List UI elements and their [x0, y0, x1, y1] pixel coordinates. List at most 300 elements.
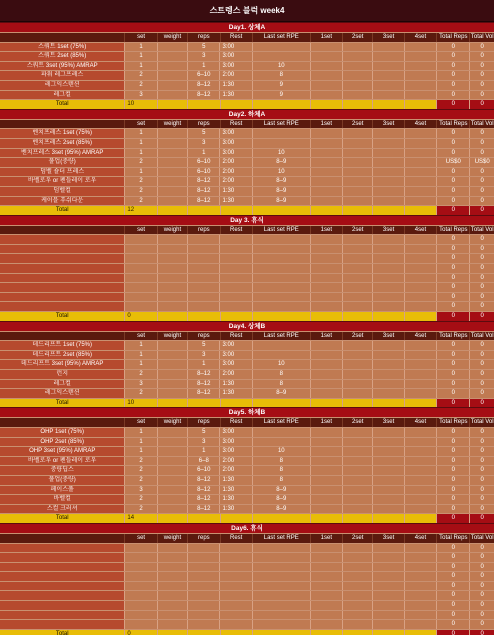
- table-cell[interactable]: [342, 91, 372, 100]
- table-cell[interactable]: [252, 601, 310, 610]
- table-cell[interactable]: 6–10: [187, 168, 219, 177]
- table-cell[interactable]: [404, 149, 436, 158]
- table-cell[interactable]: [372, 380, 403, 389]
- table-cell[interactable]: [342, 283, 372, 292]
- table-cell[interactable]: [157, 81, 187, 90]
- table-cell[interactable]: [342, 601, 372, 610]
- table-cell[interactable]: [372, 399, 403, 408]
- exercise-name-cell[interactable]: [0, 245, 124, 254]
- table-cell[interactable]: [252, 553, 310, 562]
- column-header[interactable]: 4set: [404, 120, 436, 129]
- table-cell[interactable]: 6–8: [187, 457, 219, 466]
- table-cell[interactable]: [124, 254, 156, 263]
- table-cell[interactable]: [372, 438, 403, 447]
- table-cell[interactable]: US$0: [436, 158, 469, 167]
- table-cell[interactable]: 0: [469, 495, 494, 504]
- exercise-name-cell[interactable]: 바벨로우 or 펜들레이 로우: [0, 457, 124, 466]
- table-cell[interactable]: 0: [436, 177, 469, 186]
- table-cell[interactable]: 0: [436, 601, 469, 610]
- exercise-name-cell[interactable]: 바벨로우 or 펜들레이 로우: [0, 177, 124, 186]
- table-cell[interactable]: [219, 274, 251, 283]
- table-cell[interactable]: [310, 149, 342, 158]
- table-cell[interactable]: 0: [436, 139, 469, 148]
- table-cell[interactable]: [310, 254, 342, 263]
- table-cell[interactable]: 0: [436, 360, 469, 369]
- column-header[interactable]: reps: [187, 418, 219, 427]
- table-cell[interactable]: 2: [124, 505, 156, 514]
- table-cell[interactable]: [342, 591, 372, 600]
- table-cell[interactable]: [310, 197, 342, 206]
- table-cell[interactable]: [372, 620, 403, 629]
- column-header[interactable]: 1set: [310, 418, 342, 427]
- table-cell[interactable]: [157, 582, 187, 591]
- table-cell[interactable]: 0: [436, 563, 469, 572]
- column-header[interactable]: [0, 33, 124, 42]
- table-cell[interactable]: [404, 389, 436, 398]
- table-cell[interactable]: [310, 389, 342, 398]
- table-cell[interactable]: [252, 572, 310, 581]
- table-cell[interactable]: 0: [436, 611, 469, 620]
- table-cell[interactable]: [372, 206, 403, 215]
- table-cell[interactable]: [219, 302, 251, 311]
- table-cell[interactable]: [310, 476, 342, 485]
- table-cell[interactable]: [310, 544, 342, 553]
- table-cell[interactable]: 1:30: [219, 197, 251, 206]
- table-cell[interactable]: [372, 563, 403, 572]
- table-cell[interactable]: [342, 274, 372, 283]
- table-cell[interactable]: [157, 274, 187, 283]
- table-cell[interactable]: [187, 563, 219, 572]
- table-cell[interactable]: [187, 514, 219, 523]
- table-cell[interactable]: 1: [124, 52, 156, 61]
- table-cell[interactable]: [187, 572, 219, 581]
- table-cell[interactable]: [310, 370, 342, 379]
- table-cell[interactable]: 5: [187, 43, 219, 52]
- table-cell[interactable]: 0: [436, 274, 469, 283]
- table-cell[interactable]: [404, 601, 436, 610]
- table-cell[interactable]: [404, 630, 436, 635]
- table-cell[interactable]: 0: [436, 71, 469, 80]
- table-cell[interactable]: 0: [469, 43, 494, 52]
- column-header[interactable]: 3set: [372, 534, 403, 543]
- table-cell[interactable]: [157, 505, 187, 514]
- column-header[interactable]: Total Reps: [436, 534, 469, 543]
- table-cell[interactable]: [157, 544, 187, 553]
- table-cell[interactable]: [157, 245, 187, 254]
- exercise-name-cell[interactable]: 풀업(중량): [0, 476, 124, 485]
- table-cell[interactable]: [124, 572, 156, 581]
- table-cell[interactable]: [342, 457, 372, 466]
- table-cell[interactable]: [219, 611, 251, 620]
- table-cell[interactable]: 0: [436, 254, 469, 263]
- column-header[interactable]: Last set RPE: [252, 534, 310, 543]
- table-cell[interactable]: 0: [469, 360, 494, 369]
- table-cell[interactable]: [372, 254, 403, 263]
- table-cell[interactable]: 8: [252, 71, 310, 80]
- table-cell[interactable]: 0: [469, 129, 494, 138]
- table-cell[interactable]: 1: [124, 428, 156, 437]
- column-header[interactable]: 4set: [404, 226, 436, 235]
- column-header[interactable]: 2set: [342, 332, 372, 341]
- table-cell[interactable]: 2:00: [219, 168, 251, 177]
- column-header[interactable]: weight: [157, 534, 187, 543]
- table-cell[interactable]: 8–12: [187, 380, 219, 389]
- table-cell[interactable]: [404, 438, 436, 447]
- table-cell[interactable]: 8–12: [187, 389, 219, 398]
- table-cell[interactable]: [187, 591, 219, 600]
- table-cell[interactable]: 10: [252, 168, 310, 177]
- table-cell[interactable]: [404, 187, 436, 196]
- column-header[interactable]: Rest: [220, 120, 252, 129]
- table-cell[interactable]: 0: [469, 505, 494, 514]
- column-header[interactable]: [0, 226, 124, 235]
- table-cell[interactable]: [252, 630, 310, 635]
- table-cell[interactable]: [219, 283, 251, 292]
- table-cell[interactable]: 0: [469, 544, 494, 553]
- table-cell[interactable]: [404, 572, 436, 581]
- table-cell[interactable]: [310, 139, 342, 148]
- table-cell[interactable]: [310, 100, 342, 109]
- table-cell[interactable]: 3: [187, 52, 219, 61]
- table-cell[interactable]: 0: [469, 630, 494, 635]
- table-cell[interactable]: 1:30: [219, 486, 251, 495]
- table-cell[interactable]: [342, 611, 372, 620]
- table-cell[interactable]: 0: [469, 486, 494, 495]
- table-cell[interactable]: [187, 611, 219, 620]
- column-header[interactable]: 2set: [342, 418, 372, 427]
- table-cell[interactable]: [342, 71, 372, 80]
- table-cell[interactable]: [252, 274, 310, 283]
- column-header[interactable]: Rest: [220, 33, 252, 42]
- table-cell[interactable]: 0: [469, 351, 494, 360]
- table-cell[interactable]: [310, 71, 342, 80]
- table-cell[interactable]: [342, 52, 372, 61]
- table-cell[interactable]: [157, 158, 187, 167]
- column-header[interactable]: Total Vol: [470, 120, 494, 127]
- table-cell[interactable]: 1:30: [219, 495, 251, 504]
- column-header[interactable]: weight: [157, 120, 187, 129]
- table-cell[interactable]: [124, 563, 156, 572]
- exercise-name-cell[interactable]: 데드리프트 1set (75%): [0, 341, 124, 350]
- table-cell[interactable]: [372, 360, 403, 369]
- table-cell[interactable]: [252, 438, 310, 447]
- table-cell[interactable]: [187, 274, 219, 283]
- table-cell[interactable]: [342, 466, 372, 475]
- table-cell[interactable]: 0: [469, 254, 494, 263]
- table-cell[interactable]: 0: [469, 312, 494, 321]
- exercise-name-cell[interactable]: 스쿼트 2set (85%): [0, 52, 124, 61]
- table-cell[interactable]: [372, 447, 403, 456]
- exercise-name-cell[interactable]: 레그익스텐션: [0, 389, 124, 398]
- table-cell[interactable]: 3:00: [219, 447, 251, 456]
- exercise-name-cell[interactable]: [0, 572, 124, 581]
- table-cell[interactable]: [404, 505, 436, 514]
- table-cell[interactable]: 0: [436, 447, 469, 456]
- table-cell[interactable]: [310, 43, 342, 52]
- table-cell[interactable]: 0: [436, 81, 469, 90]
- table-cell[interactable]: 1:30: [219, 81, 251, 90]
- column-header[interactable]: 2set: [342, 534, 372, 543]
- exercise-name-cell[interactable]: 스컬 크러셔: [0, 505, 124, 514]
- table-cell[interactable]: 2: [124, 187, 156, 196]
- exercise-name-cell[interactable]: 덤벨컬: [0, 187, 124, 196]
- table-cell[interactable]: [157, 100, 187, 109]
- column-header[interactable]: [0, 418, 124, 427]
- table-cell[interactable]: [219, 293, 251, 302]
- table-cell[interactable]: [372, 149, 403, 158]
- table-cell[interactable]: [372, 81, 403, 90]
- exercise-name-cell[interactable]: 페이스풀: [0, 486, 124, 495]
- table-cell[interactable]: 0: [469, 149, 494, 158]
- table-cell[interactable]: [404, 206, 436, 215]
- exercise-name-cell[interactable]: 케이블 푸쉬다운: [0, 197, 124, 206]
- table-cell[interactable]: [342, 389, 372, 398]
- table-cell[interactable]: [157, 447, 187, 456]
- table-cell[interactable]: 0: [436, 245, 469, 254]
- table-cell[interactable]: [342, 293, 372, 302]
- column-header[interactable]: [0, 332, 124, 341]
- column-header[interactable]: Total Vol: [470, 332, 494, 339]
- table-cell[interactable]: [404, 399, 436, 408]
- column-header[interactable]: 1set: [310, 332, 342, 341]
- table-cell[interactable]: [220, 100, 252, 109]
- table-cell[interactable]: 1:30: [219, 91, 251, 100]
- table-cell[interactable]: [124, 544, 156, 553]
- table-cell[interactable]: 2:00: [219, 457, 251, 466]
- table-cell[interactable]: [342, 149, 372, 158]
- table-cell[interactable]: [404, 380, 436, 389]
- table-cell[interactable]: 0: [436, 168, 469, 177]
- table-cell[interactable]: [372, 245, 403, 254]
- table-cell[interactable]: [372, 274, 403, 283]
- table-cell[interactable]: [310, 168, 342, 177]
- table-cell[interactable]: 1: [124, 129, 156, 138]
- table-cell[interactable]: [157, 389, 187, 398]
- table-cell[interactable]: 2: [124, 71, 156, 80]
- table-cell[interactable]: [157, 553, 187, 562]
- table-cell[interactable]: [404, 563, 436, 572]
- table-cell[interactable]: [310, 129, 342, 138]
- table-cell[interactable]: [372, 428, 403, 437]
- table-cell[interactable]: 0: [469, 283, 494, 292]
- table-cell[interactable]: 0: [436, 293, 469, 302]
- table-cell[interactable]: 0: [469, 447, 494, 456]
- table-cell[interactable]: [187, 245, 219, 254]
- table-cell[interactable]: [187, 553, 219, 562]
- table-cell[interactable]: [342, 505, 372, 514]
- table-cell[interactable]: 8–12: [187, 197, 219, 206]
- exercise-name-cell[interactable]: 데드리프트 3set (95%) AMRAP: [0, 360, 124, 369]
- table-cell[interactable]: [404, 264, 436, 273]
- table-cell[interactable]: 0: [469, 399, 494, 408]
- exercise-name-cell[interactable]: 레그익스텐션: [0, 81, 124, 90]
- table-cell[interactable]: [252, 264, 310, 273]
- table-cell[interactable]: 2: [124, 466, 156, 475]
- column-header[interactable]: 4set: [404, 534, 436, 543]
- column-header[interactable]: set: [124, 418, 156, 427]
- column-header[interactable]: reps: [187, 120, 219, 129]
- table-cell[interactable]: 1: [124, 360, 156, 369]
- table-cell[interactable]: 0: [469, 370, 494, 379]
- table-cell[interactable]: [252, 620, 310, 629]
- table-cell[interactable]: 0: [469, 62, 494, 71]
- table-cell[interactable]: [219, 254, 251, 263]
- column-header[interactable]: Last set RPE: [252, 418, 310, 427]
- table-cell[interactable]: [157, 168, 187, 177]
- table-cell[interactable]: [342, 447, 372, 456]
- table-cell[interactable]: 0: [436, 302, 469, 311]
- table-cell[interactable]: 0: [436, 476, 469, 485]
- table-cell[interactable]: [404, 341, 436, 350]
- table-cell[interactable]: [310, 591, 342, 600]
- table-cell[interactable]: [219, 620, 251, 629]
- table-cell[interactable]: [157, 630, 187, 635]
- column-header[interactable]: set: [124, 226, 156, 235]
- total-label[interactable]: Total: [0, 206, 124, 215]
- table-cell[interactable]: 10: [252, 62, 310, 71]
- table-cell[interactable]: 8–9: [252, 495, 310, 504]
- table-cell[interactable]: [342, 235, 372, 244]
- table-cell[interactable]: [187, 264, 219, 273]
- table-cell[interactable]: [372, 544, 403, 553]
- column-header[interactable]: 3set: [372, 418, 403, 427]
- table-cell[interactable]: [342, 495, 372, 504]
- table-cell[interactable]: [310, 91, 342, 100]
- table-cell[interactable]: [342, 197, 372, 206]
- table-cell[interactable]: [372, 389, 403, 398]
- table-cell[interactable]: [252, 254, 310, 263]
- table-cell[interactable]: 0: [469, 591, 494, 600]
- table-cell[interactable]: 2: [124, 81, 156, 90]
- table-cell[interactable]: 8–12: [187, 495, 219, 504]
- table-cell[interactable]: [310, 553, 342, 562]
- table-cell[interactable]: 1: [124, 438, 156, 447]
- table-cell[interactable]: [310, 235, 342, 244]
- table-cell[interactable]: [252, 302, 310, 311]
- table-cell[interactable]: [310, 486, 342, 495]
- table-cell[interactable]: [404, 52, 436, 61]
- table-cell[interactable]: 0: [469, 572, 494, 581]
- table-cell[interactable]: 0: [436, 399, 469, 408]
- table-cell[interactable]: [252, 582, 310, 591]
- table-cell[interactable]: [157, 486, 187, 495]
- column-header[interactable]: Last set RPE: [252, 226, 310, 235]
- table-cell[interactable]: [342, 177, 372, 186]
- column-header[interactable]: Last set RPE: [252, 332, 310, 341]
- table-cell[interactable]: 3: [187, 351, 219, 360]
- column-header[interactable]: 3set: [372, 226, 403, 235]
- table-cell[interactable]: [372, 457, 403, 466]
- table-cell[interactable]: 0: [436, 129, 469, 138]
- table-cell[interactable]: [310, 302, 342, 311]
- table-cell[interactable]: 2:00: [219, 177, 251, 186]
- table-cell[interactable]: 0: [469, 428, 494, 437]
- table-cell[interactable]: [157, 591, 187, 600]
- table-cell[interactable]: [157, 91, 187, 100]
- table-cell[interactable]: 0: [469, 438, 494, 447]
- table-cell[interactable]: 0: [436, 457, 469, 466]
- table-cell[interactable]: [372, 476, 403, 485]
- table-cell[interactable]: [404, 168, 436, 177]
- table-cell[interactable]: 0: [436, 380, 469, 389]
- table-cell[interactable]: [372, 197, 403, 206]
- table-cell[interactable]: [124, 264, 156, 273]
- table-cell[interactable]: [310, 81, 342, 90]
- table-cell[interactable]: [252, 312, 310, 321]
- table-cell[interactable]: [310, 158, 342, 167]
- table-cell[interactable]: [342, 187, 372, 196]
- table-cell[interactable]: [404, 177, 436, 186]
- table-cell[interactable]: [157, 283, 187, 292]
- table-cell[interactable]: 6–10: [187, 158, 219, 167]
- table-cell[interactable]: 1: [124, 351, 156, 360]
- table-cell[interactable]: [372, 505, 403, 514]
- table-cell[interactable]: 1: [187, 447, 219, 456]
- exercise-name-cell[interactable]: 파워 레그프레스: [0, 71, 124, 80]
- table-cell[interactable]: [372, 71, 403, 80]
- table-cell[interactable]: [252, 129, 310, 138]
- table-cell[interactable]: 8–12: [187, 370, 219, 379]
- table-cell[interactable]: [310, 630, 342, 635]
- table-cell[interactable]: 0: [436, 235, 469, 244]
- column-header[interactable]: 3set: [372, 120, 403, 129]
- table-cell[interactable]: [157, 563, 187, 572]
- table-cell[interactable]: 2: [124, 495, 156, 504]
- column-header[interactable]: Total Vol: [470, 419, 494, 426]
- table-cell[interactable]: 0: [469, 177, 494, 186]
- table-cell[interactable]: [342, 264, 372, 273]
- table-cell[interactable]: [187, 620, 219, 629]
- table-cell[interactable]: [404, 370, 436, 379]
- table-cell[interactable]: 8: [252, 370, 310, 379]
- table-cell[interactable]: 2:00: [219, 370, 251, 379]
- column-header[interactable]: Last set RPE: [252, 120, 310, 129]
- table-cell[interactable]: 0: [436, 553, 469, 562]
- table-cell[interactable]: [220, 399, 252, 408]
- table-cell[interactable]: 0: [469, 476, 494, 485]
- table-cell[interactable]: [157, 351, 187, 360]
- table-cell[interactable]: 0: [436, 389, 469, 398]
- exercise-name-cell[interactable]: 런지: [0, 370, 124, 379]
- table-cell[interactable]: [372, 302, 403, 311]
- table-cell[interactable]: [187, 601, 219, 610]
- table-cell[interactable]: [124, 620, 156, 629]
- table-cell[interactable]: [157, 43, 187, 52]
- table-cell[interactable]: 0: [469, 514, 494, 523]
- table-cell[interactable]: [157, 611, 187, 620]
- total-sets-cell[interactable]: 12: [124, 206, 156, 215]
- table-cell[interactable]: 1: [124, 447, 156, 456]
- table-cell[interactable]: 0: [436, 149, 469, 158]
- table-cell[interactable]: [310, 341, 342, 350]
- table-cell[interactable]: [404, 293, 436, 302]
- table-cell[interactable]: 8–9: [252, 505, 310, 514]
- column-header[interactable]: 2set: [342, 226, 372, 235]
- table-cell[interactable]: [187, 254, 219, 263]
- table-cell[interactable]: [157, 197, 187, 206]
- table-cell[interactable]: [404, 254, 436, 263]
- table-cell[interactable]: 1: [124, 149, 156, 158]
- column-header[interactable]: Total Reps: [436, 226, 469, 235]
- table-cell[interactable]: [404, 245, 436, 254]
- table-cell[interactable]: [157, 187, 187, 196]
- table-cell[interactable]: 8–9: [252, 389, 310, 398]
- table-cell[interactable]: [404, 476, 436, 485]
- table-cell[interactable]: [310, 274, 342, 283]
- table-cell[interactable]: [342, 129, 372, 138]
- exercise-name-cell[interactable]: 덤벨 숄더 프레스: [0, 168, 124, 177]
- table-cell[interactable]: 0: [469, 91, 494, 100]
